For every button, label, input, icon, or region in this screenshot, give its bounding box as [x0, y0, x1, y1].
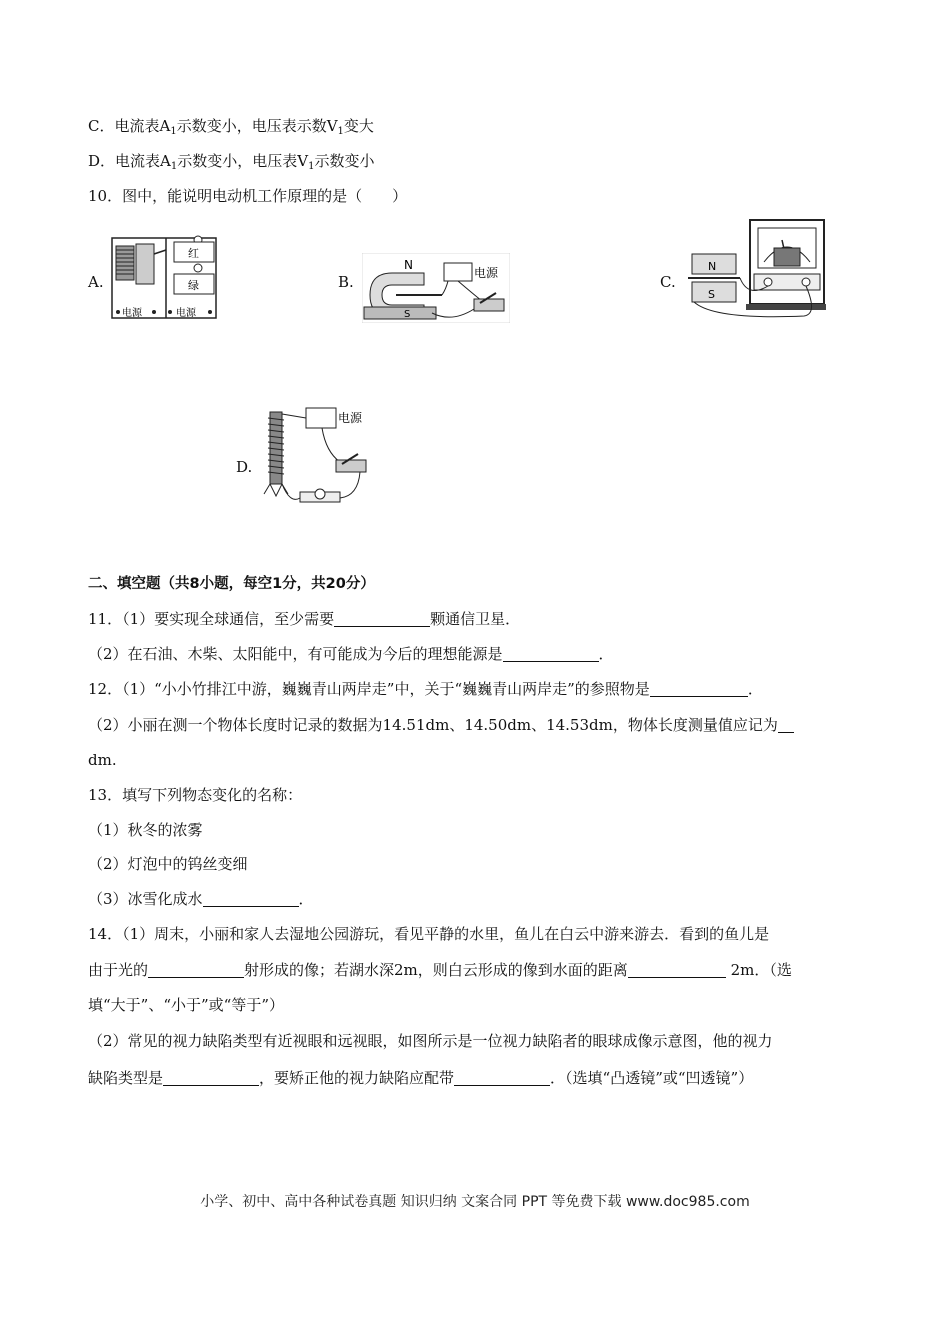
q13-item-1: （1）秋冬的浓雾	[88, 821, 203, 839]
q11-p1-tail: 颗通信卫星．	[430, 610, 521, 628]
fig-b-s-label: S	[404, 309, 411, 320]
subscript: 1	[337, 126, 344, 137]
q12-p1-tail: ．	[747, 680, 763, 698]
figure-a-relay-circuit	[110, 224, 222, 322]
q9-d-text-b: 示数变小，电压表V	[177, 152, 309, 170]
q14-l2-text-a: 由于光的	[88, 961, 149, 979]
q11-part-2	[88, 643, 614, 665]
figure-c-galvanometer	[684, 218, 828, 322]
fig-b-power-label: 电源	[474, 266, 499, 280]
fig-c-n-label: N	[708, 260, 717, 273]
fig-b-n-label: N	[404, 258, 413, 272]
q14-line-1: 14．（1）周末，小丽和家人去湿地公园游玩，看见平静的水里，鱼儿在白云中游来游去．看到的鱼儿是	[88, 925, 770, 943]
q11-part-1	[88, 608, 520, 630]
q9-option-c	[88, 115, 374, 143]
answer-blank[interactable]	[148, 961, 244, 978]
subscript: 1	[170, 161, 178, 172]
answer-blank[interactable]	[454, 1069, 550, 1086]
q10-label-d: D.	[236, 458, 253, 476]
answer-blank[interactable]	[163, 1069, 259, 1086]
q13-item-2: （2）灯泡中的钨丝变细	[88, 855, 248, 873]
q14-l2-text-c: 2m．（选	[725, 961, 792, 979]
q11-p2-text: （2）在石油、木柴、太阳能中，有可能成为今后的理想能源是	[88, 645, 503, 663]
q10-label-a: A.	[88, 273, 104, 291]
q12-part-1	[88, 678, 763, 700]
figure-d-electromagnet	[260, 404, 372, 512]
figure-b-magnet-circuit	[362, 253, 510, 323]
answer-blank[interactable]	[503, 645, 599, 662]
q14-l2-text-b: 射形成的像；若湖水深2m，则白云形成的像到水面的距离	[244, 961, 628, 979]
q9-c-text-b: 示数变小，电压表示数V	[176, 117, 338, 135]
subscript: 1	[170, 126, 177, 137]
q9-d-text-c: 示数变小	[314, 152, 375, 170]
subscript: 1	[308, 161, 315, 172]
answer-blank[interactable]	[778, 716, 794, 733]
q12-part-2	[88, 714, 794, 736]
q13-item-3	[88, 888, 314, 910]
page-footer: 小学、初中、高中各种试卷真题 知识归纳 文案合同 PPT 等免费下载 www.doc985.com	[200, 1194, 750, 1210]
q12-p1-text: 12．（1）“小小竹排江中游，巍巍青山两岸走”中，关于“巍巍青山两岸走”的参照物是	[88, 680, 650, 698]
q14-l5-text-c: ．（选填“凸透镜”或“凹透镜”）	[550, 1069, 754, 1087]
q10-label-b: B.	[338, 273, 354, 291]
q13-i3-text: （3）冰雪化成水	[88, 890, 203, 908]
q9-c-text-c: 变大	[343, 117, 374, 135]
answer-blank[interactable]	[650, 680, 748, 697]
q14-l5-text-b: ，要矫正他的视力缺陷应配带	[259, 1069, 455, 1087]
answer-blank[interactable]	[334, 610, 430, 627]
q9-c-text-a: C．电流表A	[88, 117, 171, 135]
q9-option-d	[88, 150, 374, 178]
q11-p1-text: 11．（1）要实现全球通信，至少需要	[88, 610, 335, 628]
q13-stem: 13．填写下列物态变化的名称：	[88, 786, 303, 804]
fig-a-power-label-1: 电源	[122, 308, 142, 319]
fig-a-green-label: 绿	[188, 279, 199, 292]
fig-c-s-label: S	[708, 288, 715, 301]
q11-p2-tail: ．	[598, 645, 614, 663]
q13-i3-tail: ．	[298, 890, 314, 908]
q14-line-3: 填“大于”、“小于”或“等于”）	[88, 996, 285, 1014]
q12-part-2-unit: dm.	[88, 751, 117, 769]
q14-line-5	[88, 1067, 753, 1089]
q14-line-4: （2）常见的视力缺陷类型有近视眼和远视眼，如图所示是一位视力缺陷者的眼球成像示意图，他的视力	[88, 1032, 773, 1050]
fig-a-power-label-2: 电源	[176, 308, 196, 319]
section-2-heading: 二、填空题（共8小题，每空1分，共20分）	[88, 576, 375, 592]
q14-l5-text-a: 缺陷类型是	[88, 1069, 164, 1087]
fig-d-power-label: 电源	[338, 411, 363, 425]
fig-a-red-label: 红	[188, 247, 199, 260]
q12-p2-text: （2）小丽在测一个物体长度时记录的数据为14.51dm、14.50dm、14.53dm，物体长度测量值应记为	[88, 716, 778, 734]
answer-blank[interactable]	[203, 890, 299, 907]
q10-label-c: C.	[660, 273, 676, 291]
q14-line-2	[88, 959, 792, 981]
q9-d-text-a: D．电流表A	[88, 152, 171, 170]
q10-stem: 10．图中，能说明电动机工作原理的是（ ）	[88, 187, 408, 205]
answer-blank[interactable]	[628, 961, 726, 978]
